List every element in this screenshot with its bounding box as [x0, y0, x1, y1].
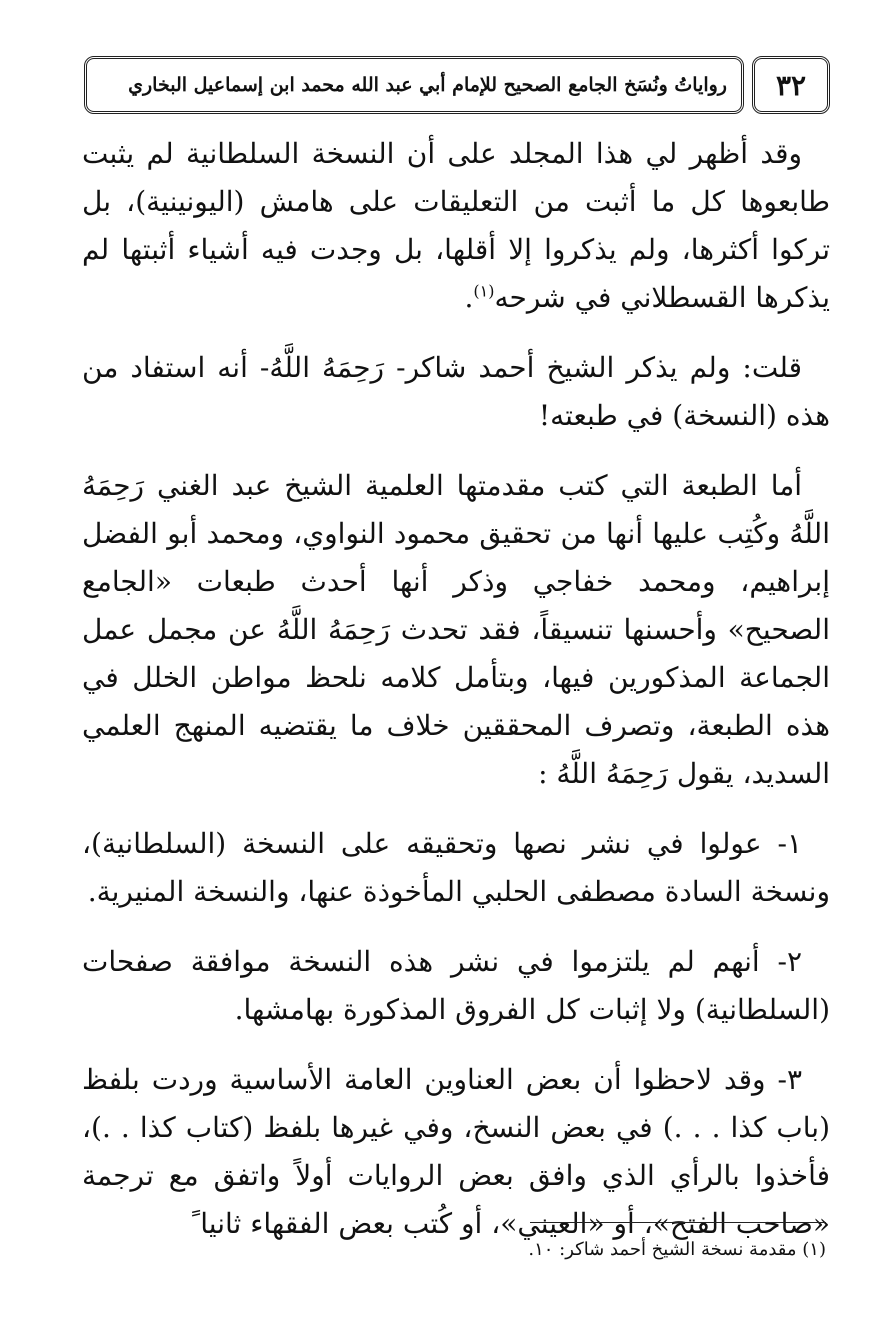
paragraph-3: أما الطبعة التي كتب مقدمتها العلمية الشيخ عبد الغني رَحِمَهُ اللَّهُ وكُتِب عليها أنها من تحقيق محمود النواوي، ومحمد أبو الفضل إبراهيم، ومحمد خفاجي وذكر أنها أحدث طبعات «الجامع الصحيح» وأحسنها تنسيقاً، فقد تحدث رَحِمَهُ اللَّهُ عن مجمل عمل الجماعة المذكورين فيها، وبتأمل كلامه نلحظ مواطن الخلل في هذه الطبعة، وتصرف المحققين خلاف ما يقتضيه المنهج العلمي السديد، يقول رَحِمَهُ اللَّهُ : — [82, 469, 830, 790]
main-text — [82, 130, 830, 1270]
footnote-1: (١) مقدمة نسخة الشيخ أحمد شاكر: ١٠. — [528, 1239, 826, 1260]
list-item-3: ٣- وقد لاحظوا أن بعض العناوين العامة الأساسية وردت بلفظ (باب كذا . . .) في بعض النسخ، وفي غيرها بلفظ (كتاب كذا . .)، فأخذوا بالرأي الذي وافق بعض الروايات أولاً واتفق مع ترجمة «صاحب الفتح»، أو «العيني»، أو كُتب بعض الفقهاء ثانيا ً — [82, 1063, 830, 1240]
paragraph-1-text: وقد أظهر لي هذا المجلد على أن النسخة السلطانية لم يثبت طابعوها كل ما أثبت من التعليقات على هامش (اليونينية)، بل تركوا أكثرها، ولم يذكروا إلا أقلها، بل وجدت فيه أشياء أثبتها لم يذكرها القسطلاني في شرحه — [82, 137, 830, 314]
list-item-2: ٢- أنهم لم يلتزموا في نشر هذه النسخة موافقة صفحات (السلطانية) ولا إثبات كل الفروق المذكورة بهامشها. — [82, 945, 830, 1026]
header-gap — [744, 56, 752, 114]
paragraph-1-end: . — [464, 281, 474, 314]
paragraph-1 — [82, 130, 830, 322]
footnote-divider — [530, 1222, 826, 1223]
list-item-1: ١- عولوا في نشر نصها وتحقيقه على النسخة (السلطانية)، ونسخة السادة مصطفى الحلبي المأخوذة عنها، والنسخة المنيرية. — [82, 827, 830, 908]
footnote-marker: (١) — [473, 281, 495, 301]
running-title: رواياتُ ونُسَخ الجامع الصحيح للإمام أبي عبد الله محمد ابن إسماعيل البخاري — [84, 56, 744, 114]
paragraph-2: قلت: ولم يذكر الشيخ أحمد شاكر- رَحِمَهُ اللَّهُ- أنه استفاد من هذه (النسخة) في طبعته! — [82, 351, 830, 432]
page-header — [84, 56, 830, 114]
page-number: ٣٢ — [752, 56, 830, 114]
